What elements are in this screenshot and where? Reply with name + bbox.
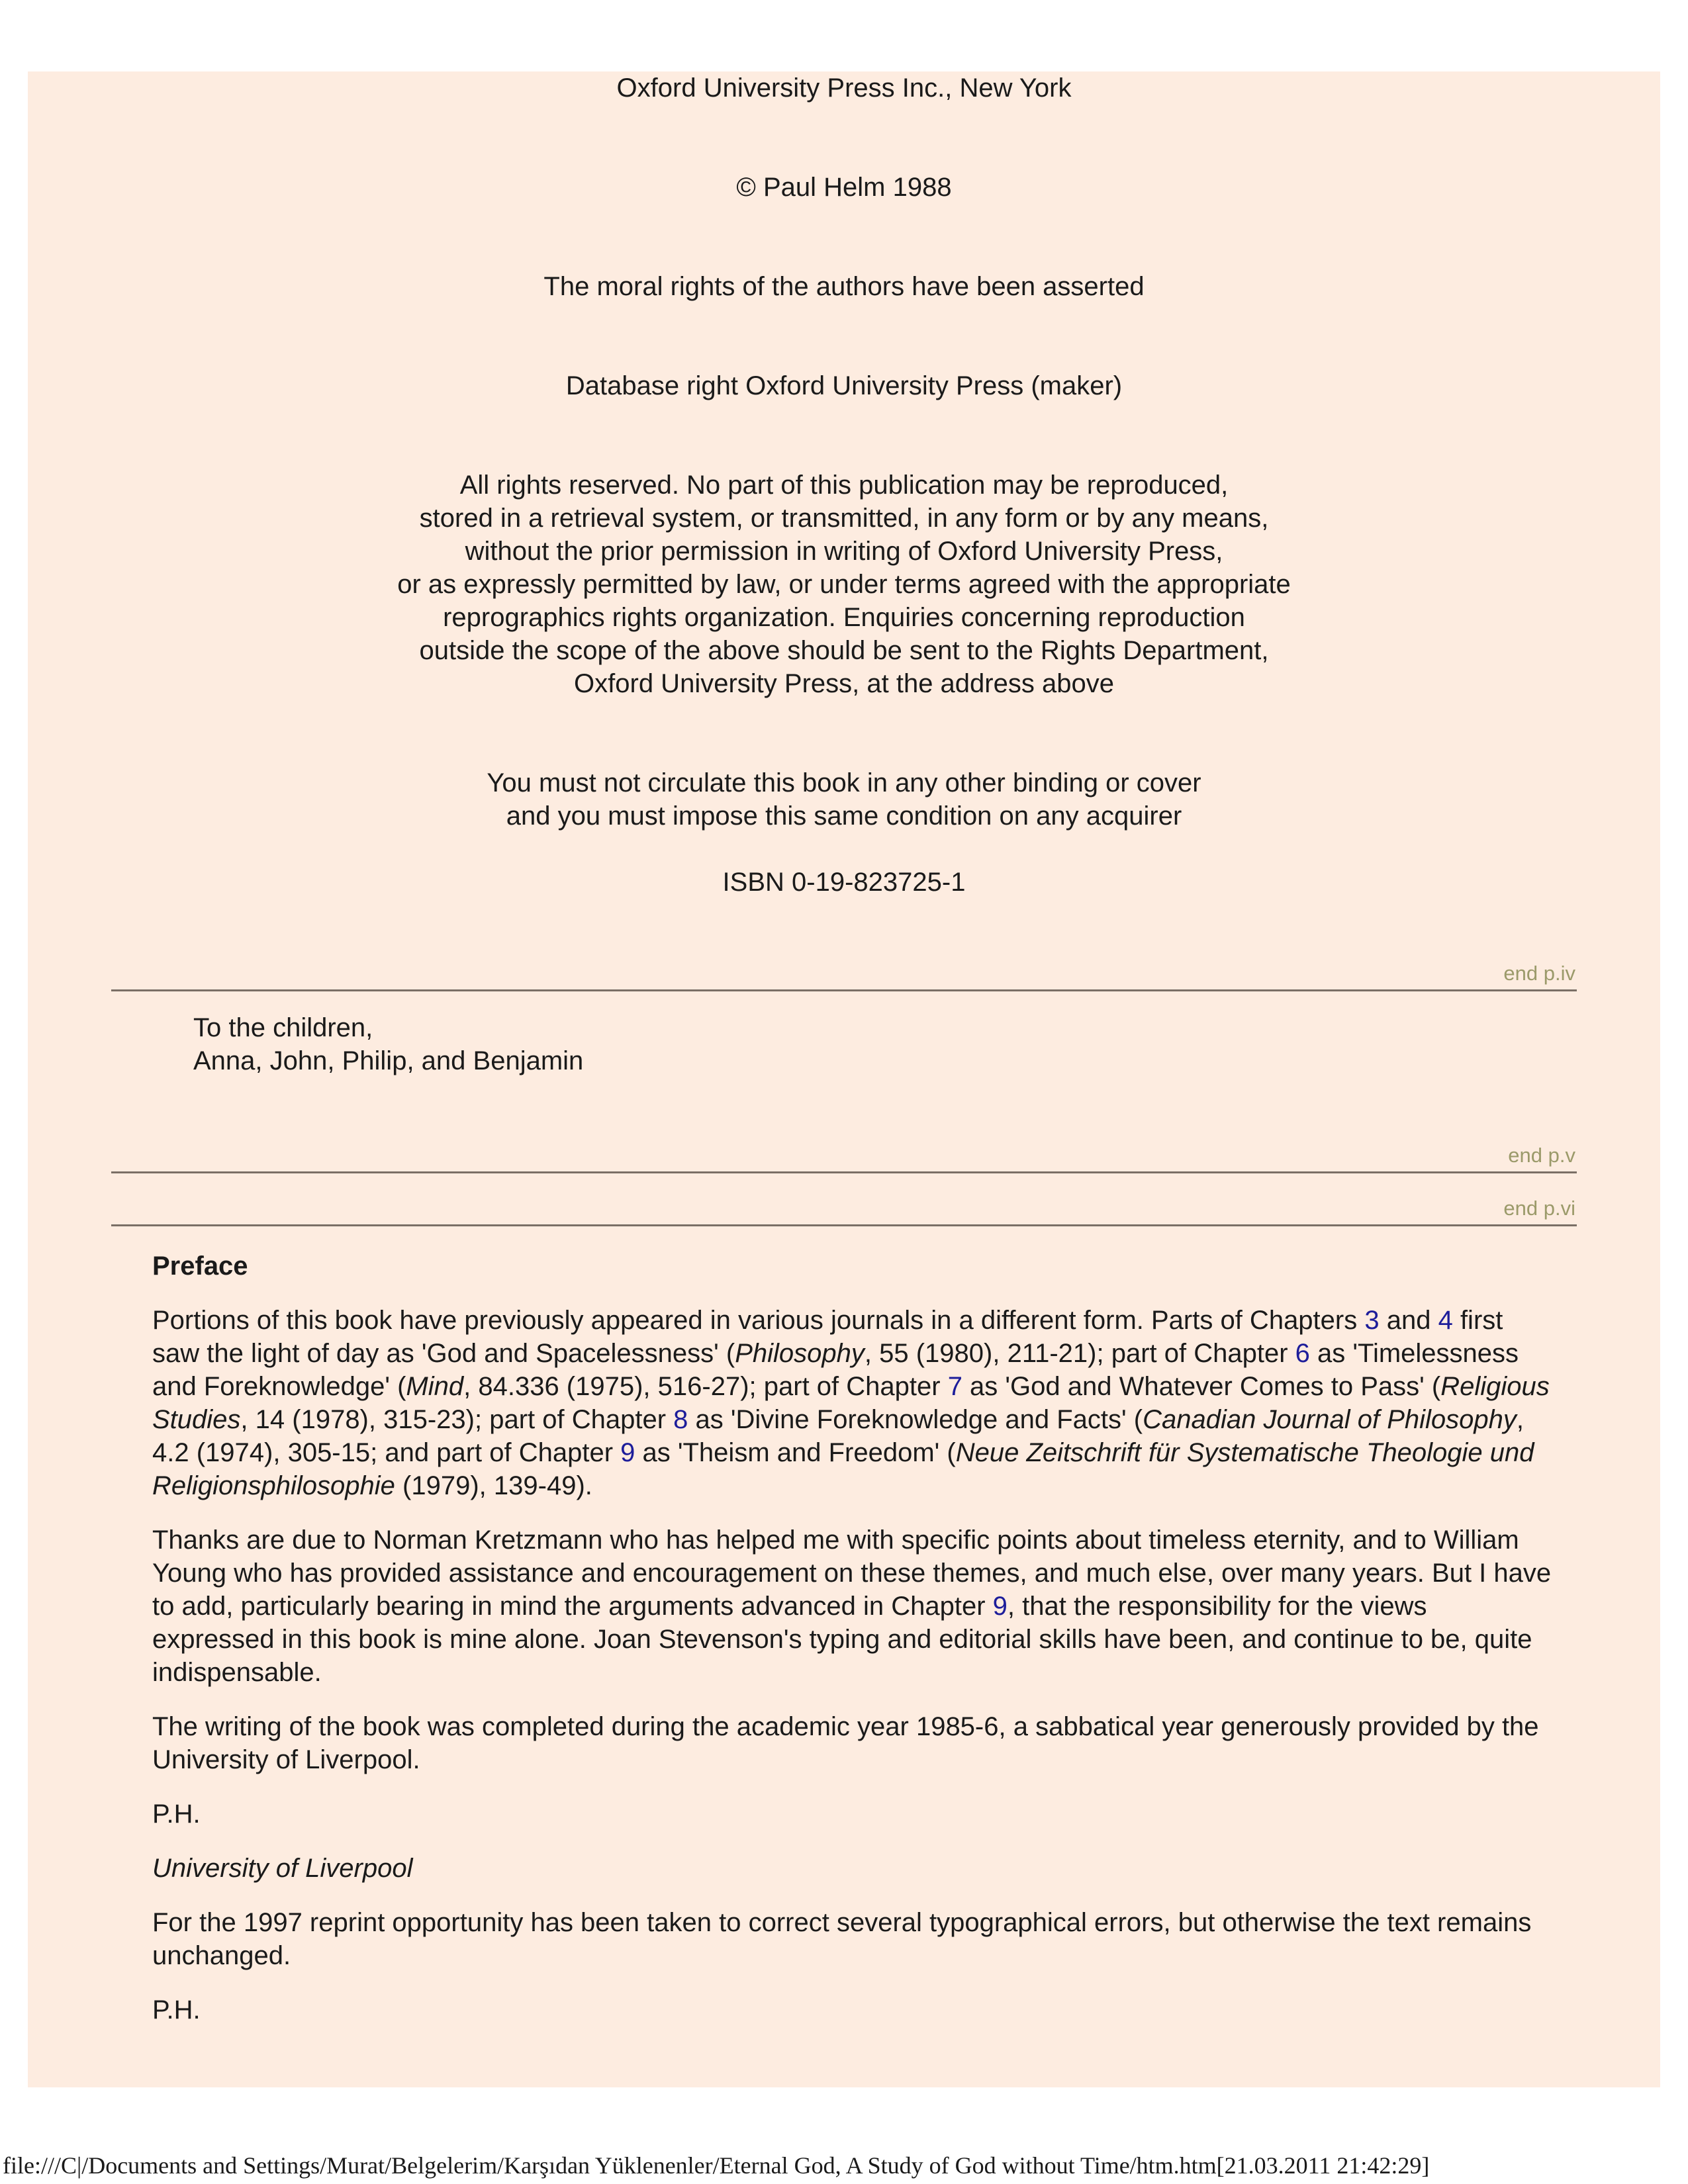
- end-mark-p-iv: end p.iv: [1503, 962, 1575, 985]
- circulation-line: You must not circulate this book in any other binding or cover: [487, 768, 1201, 797]
- file-path-footer: file:///C|/Documents and Settings/Murat/Belgelerim/Karşıdan Yüklenenler/Eternal God, A Study of God without Time/htm.htm[21.03.2011 21:42:29]: [3, 2152, 1430, 2179]
- document-page: [28, 71, 1660, 2087]
- moral-rights-line: The moral rights of the authors have been asserted: [543, 272, 1145, 301]
- preface-section: [152, 1250, 1556, 2048]
- page-divider: [111, 1171, 1577, 1173]
- end-mark-p-v: end p.v: [1508, 1144, 1575, 1167]
- chapter-9-link[interactable]: 9: [992, 1592, 1008, 1621]
- rights-reserved-notice: [28, 469, 1660, 700]
- preface-paragraph: For the 1997 reprint opportunity has been taken to correct several typographical errors, but otherwise the text remains unchanged.: [152, 1908, 1532, 1970]
- rights-line: All rights reserved. No part of this publication may be reproduced,: [459, 471, 1229, 500]
- copyright-line: © Paul Helm 1988: [736, 173, 952, 202]
- dedication-line: To the children,: [193, 1013, 373, 1042]
- circulation-line: and you must impose this same condition on any acquirer: [506, 801, 1182, 831]
- page-divider: [111, 989, 1577, 991]
- rights-line: outside the scope of the above should be sent to the Rights Department,: [419, 636, 1269, 665]
- preface-title: Preface: [152, 1251, 248, 1281]
- rights-line: Oxford University Press, at the address above: [574, 669, 1114, 698]
- chapter-4-link[interactable]: 4: [1438, 1306, 1453, 1335]
- publisher-line: Oxford University Press Inc., New York: [616, 73, 1072, 103]
- preface-paragraph: Portions of this book have previously appeared in various journals in a different form. Parts of Chapters 3 and 4 first saw the light of day as 'God and Spacelessness' (Philosophy, 55 (1980), 211-21); part of Chapter 6 as 'Timelessness and Foreknowledge' (Mind, 84.336 (1975), 516-27); part of Chapter 7 as 'God and Whatever Comes to Pass' (Religious Studies, 14 (1978), 315-23); part of Chapter 8 as 'Divine Foreknowledge and Facts' (Canadian Journal of Philosophy, 4.2 (1974), 305-15; and part of Chapter 9 as 'Theism and Freedom' (Neue Zeitschrift für Systematische Theologie und Religionsphilosophie (1979), 139-49).: [152, 1306, 1550, 1500]
- preface-affiliation: University of Liverpool: [152, 1854, 413, 1883]
- chapter-8-link[interactable]: 8: [673, 1405, 688, 1434]
- rights-line: without the prior permission in writing of Oxford University Press,: [465, 537, 1223, 566]
- rights-line: reprographics rights organization. Enquiries concerning reproduction: [443, 603, 1245, 632]
- end-mark-p-vi: end p.vi: [1503, 1197, 1575, 1220]
- rights-line: stored in a retrieval system, or transmitted, in any form or by any means,: [419, 504, 1269, 533]
- preface-signature: P.H.: [152, 1995, 201, 2025]
- circulation-notice: [28, 766, 1660, 833]
- page-divider: [111, 1224, 1577, 1226]
- dedication: [193, 1011, 583, 1077]
- chapter-9-link[interactable]: 9: [620, 1438, 635, 1467]
- rights-line: or as expressly permitted by law, or under terms agreed with the appropriate: [397, 570, 1291, 599]
- preface-paragraph: The writing of the book was completed during the academic year 1985-6, a sabbatical year generously provided by the University of Liverpool.: [152, 1712, 1539, 1774]
- chapter-7-link[interactable]: 7: [947, 1372, 962, 1401]
- dedication-line: Anna, John, Philip, and Benjamin: [193, 1046, 584, 1075]
- isbn-line: ISBN 0-19-823725-1: [722, 868, 966, 897]
- chapter-3-link[interactable]: 3: [1364, 1306, 1380, 1335]
- database-right-line: Database right Oxford University Press (maker): [565, 371, 1123, 400]
- chapter-6-link[interactable]: 6: [1295, 1339, 1310, 1368]
- preface-signature: P.H.: [152, 1799, 201, 1829]
- preface-paragraph: Thanks are due to Norman Kretzmann who has helped me with specific points about timeless eternity, and to William Young who has provided assistance and encouragement on these themes, and much else, over many years. But I have to add, particularly bearing in mind the arguments advanced in Chapter 9, that the responsibility for the views expressed in this book is mine alone. Joan Stevenson's typing and editorial skills have been, and continue to be, quite indispensable.: [152, 1525, 1552, 1687]
